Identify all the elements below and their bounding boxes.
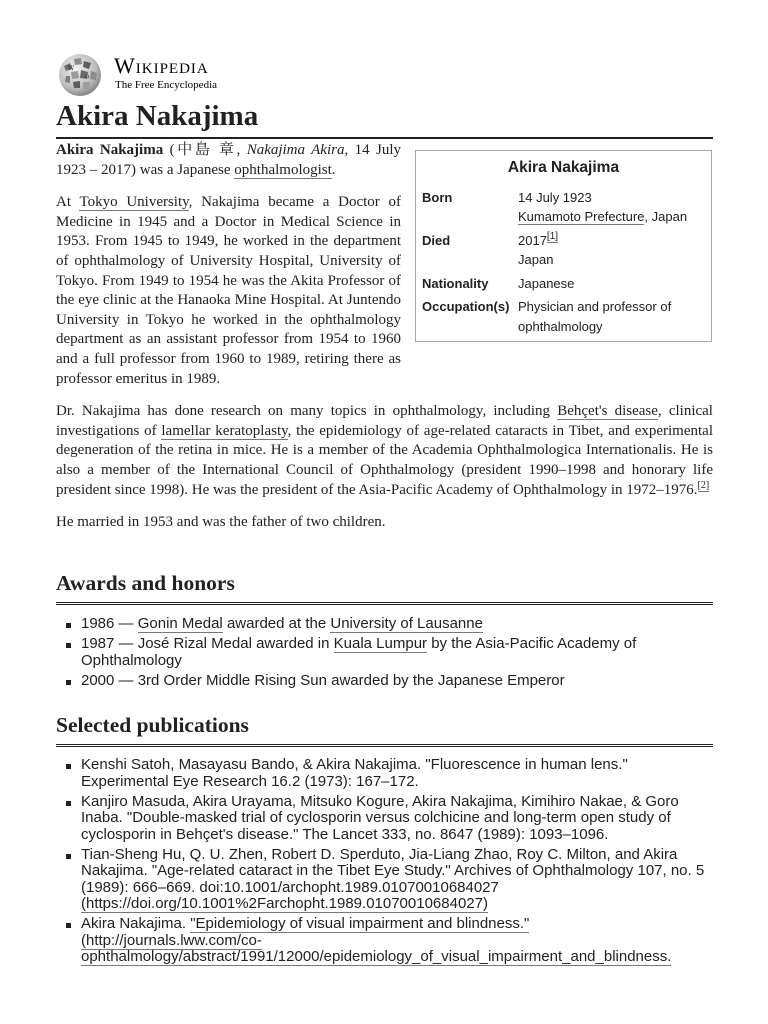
reference-link-2[interactable]: [2] <box>697 479 710 491</box>
born-date: 14 July 1923 <box>518 189 592 205</box>
infobox-value <box>518 188 705 227</box>
awards-heading: Awards and honors <box>56 569 713 605</box>
link-gonin-medal[interactable]: Gonin Medal <box>137 615 223 632</box>
wikipedia-globe-icon <box>56 52 104 98</box>
text-run: awarded at the <box>222 615 331 632</box>
text-run: Akira Nakajima. <box>81 915 191 932</box>
link-kuala-lumpur[interactable]: Kuala Lumpur <box>333 635 428 652</box>
publications-heading: Selected publications <box>56 711 713 747</box>
list-item <box>56 636 713 669</box>
publications-section <box>56 711 713 969</box>
svg-text:W: W <box>68 65 75 72</box>
romaji-name: Nakajima Akira <box>246 142 345 158</box>
publications-list <box>56 757 713 966</box>
list-item: 2000 — 3rd Order Middle Rising Sun awarded by the Japanese Emperor <box>56 673 713 690</box>
list-item <box>56 616 713 633</box>
svg-text:Ω: Ω <box>85 74 90 80</box>
list-item <box>56 847 713 913</box>
wikipedia-wordmark: Wikipedia <box>114 53 209 78</box>
wikipedia-tagline: The Free Encyclopedia <box>115 79 218 91</box>
list-item: Kenshi Satoh, Masayasu Bando, & Akira Nakajima. "Fluorescence in human lens." Experimental Eye Research 16.2 (1973): 167–172. <box>56 757 713 790</box>
research-paragraph <box>56 402 713 500</box>
text-run: Tian-Sheng Hu, Q. U. Zhen, Robert D. Sperduto, Jia-Liang Zhao, Roy C. Milton, and Akira Nakajima. "Age-related cataract in the Tibet Eye Study." Archives of Ophthalmology 107, no. 5 (1989): 666–669. doi:10.1001/archopht.1989.01070010684027 <box>81 845 705 896</box>
text-run: by the Asia-Pacific Academy of Ophthalmology <box>81 635 637 669</box>
text-run: 1986 — <box>81 615 138 632</box>
text-run: , clinical investigations of <box>56 403 713 439</box>
died-place: Japan <box>518 252 554 267</box>
infobox-label: Died <box>422 232 451 248</box>
text-run: , 14 July 1923 – 2017) was a Japanese <box>56 142 401 178</box>
infobox-label: Nationality <box>422 275 489 291</box>
died-year: 2017 <box>518 232 547 248</box>
awards-list <box>56 616 713 689</box>
link-kumamoto-prefecture[interactable]: Kumamoto Prefecture <box>518 209 645 224</box>
infobox-label: Occupation(s) <box>422 299 510 314</box>
infobox-row-born <box>422 188 705 227</box>
text-run: , Nakajima became a Doctor of Medicine in 1945 and a Doctor in Medical Science in 1953. From 1945 to 1949, he worked in the department of ophthalmology of University Hospital, University of Tokyo. From 1949 to 1954 he was the Akita Professor of the eye clinic at the Hanaoka Mine Hospital. At Juntendo University in Tokyo he worked in the ophthalmology department as an assistant professor from 1954 to 1960 and a full professor from 1960 to 1989, retiring there as professor emeritus in 1989. <box>56 194 401 387</box>
infobox-row-nationality <box>422 274 705 294</box>
infobox-row-occupation <box>422 297 705 336</box>
link-lamellar-keratoplasty[interactable]: lamellar keratoplasty <box>161 422 288 439</box>
born-place-rest: , Japan <box>644 209 688 224</box>
infobox-label: Born <box>422 189 453 205</box>
subject-name: Akira Nakajima <box>56 142 164 158</box>
personal-paragraph: He married in 1953 and was the father of two children. <box>56 514 386 531</box>
text-run: ( <box>163 142 175 158</box>
infobox-row-died <box>422 231 705 270</box>
link-behcets-disease[interactable]: Behçet's disease <box>557 403 658 420</box>
link-journal-article[interactable]: "Epidemiology of visual impairment and blindness." (http://journals.lww.com/co-ophthalmology/abstract/1991/12000/epidemiology_of_visual_impairment_and_blindness. <box>81 915 672 965</box>
infobox-value: Japanese <box>518 275 575 291</box>
text-run: . <box>331 161 336 178</box>
infobox-title: Akira Nakajima <box>507 159 620 176</box>
link-ophthalmologist[interactable]: ophthalmologist <box>234 161 332 178</box>
link-doi[interactable]: (https://doi.org/10.1001%2Farchopht.1989.01070010684027) <box>81 895 488 912</box>
reference-link-1[interactable]: [1] <box>546 231 559 243</box>
page-title: Akira Nakajima <box>56 96 713 139</box>
list-item <box>56 916 713 966</box>
link-tokyo-university[interactable]: Tokyo University <box>79 194 189 211</box>
infobox <box>415 150 712 342</box>
article-body <box>56 141 713 546</box>
link-university-of-lausanne[interactable]: University of Lausanne <box>330 615 483 632</box>
text-run: , <box>236 142 247 158</box>
wikipedia-masthead[interactable] <box>56 52 356 98</box>
infobox-value <box>518 231 705 270</box>
text-run: At <box>56 194 80 211</box>
infobox-value: Physician and professor of ophthalmology <box>518 299 672 334</box>
awards-section <box>56 569 713 693</box>
text-run: , the epidemiology of age-related cataracts in Tibet, and experimental degeneration of the retina in mice. He is a member of the Academia Ophthalmologica Internationalis. He is also a member of the International Council of Ophthalmology (president 1990–1998 and honorary life president since 1998). He was the president of the Asia-Pacific Academy of Ophthalmology in 1972–1976. <box>56 422 713 498</box>
text-run: Dr. Nakajima has done research on many topics in ophthalmology, including <box>56 403 558 420</box>
list-item: Kanjiro Masuda, Akira Urayama, Mitsuko Kogure, Akira Nakajima, Kimihiro Nakae, & Goro Inaba. "Double-masked trial of cyclosporin versus colchicine and long-term open study of cyclosporin in Behçet's disease." The Lancet 333, no. 8647 (1989): 1093–1096. <box>56 794 713 844</box>
kanji-name: 中島 章 <box>174 142 237 158</box>
text-run: 1987 — José Rizal Medal awarded in <box>81 635 334 652</box>
